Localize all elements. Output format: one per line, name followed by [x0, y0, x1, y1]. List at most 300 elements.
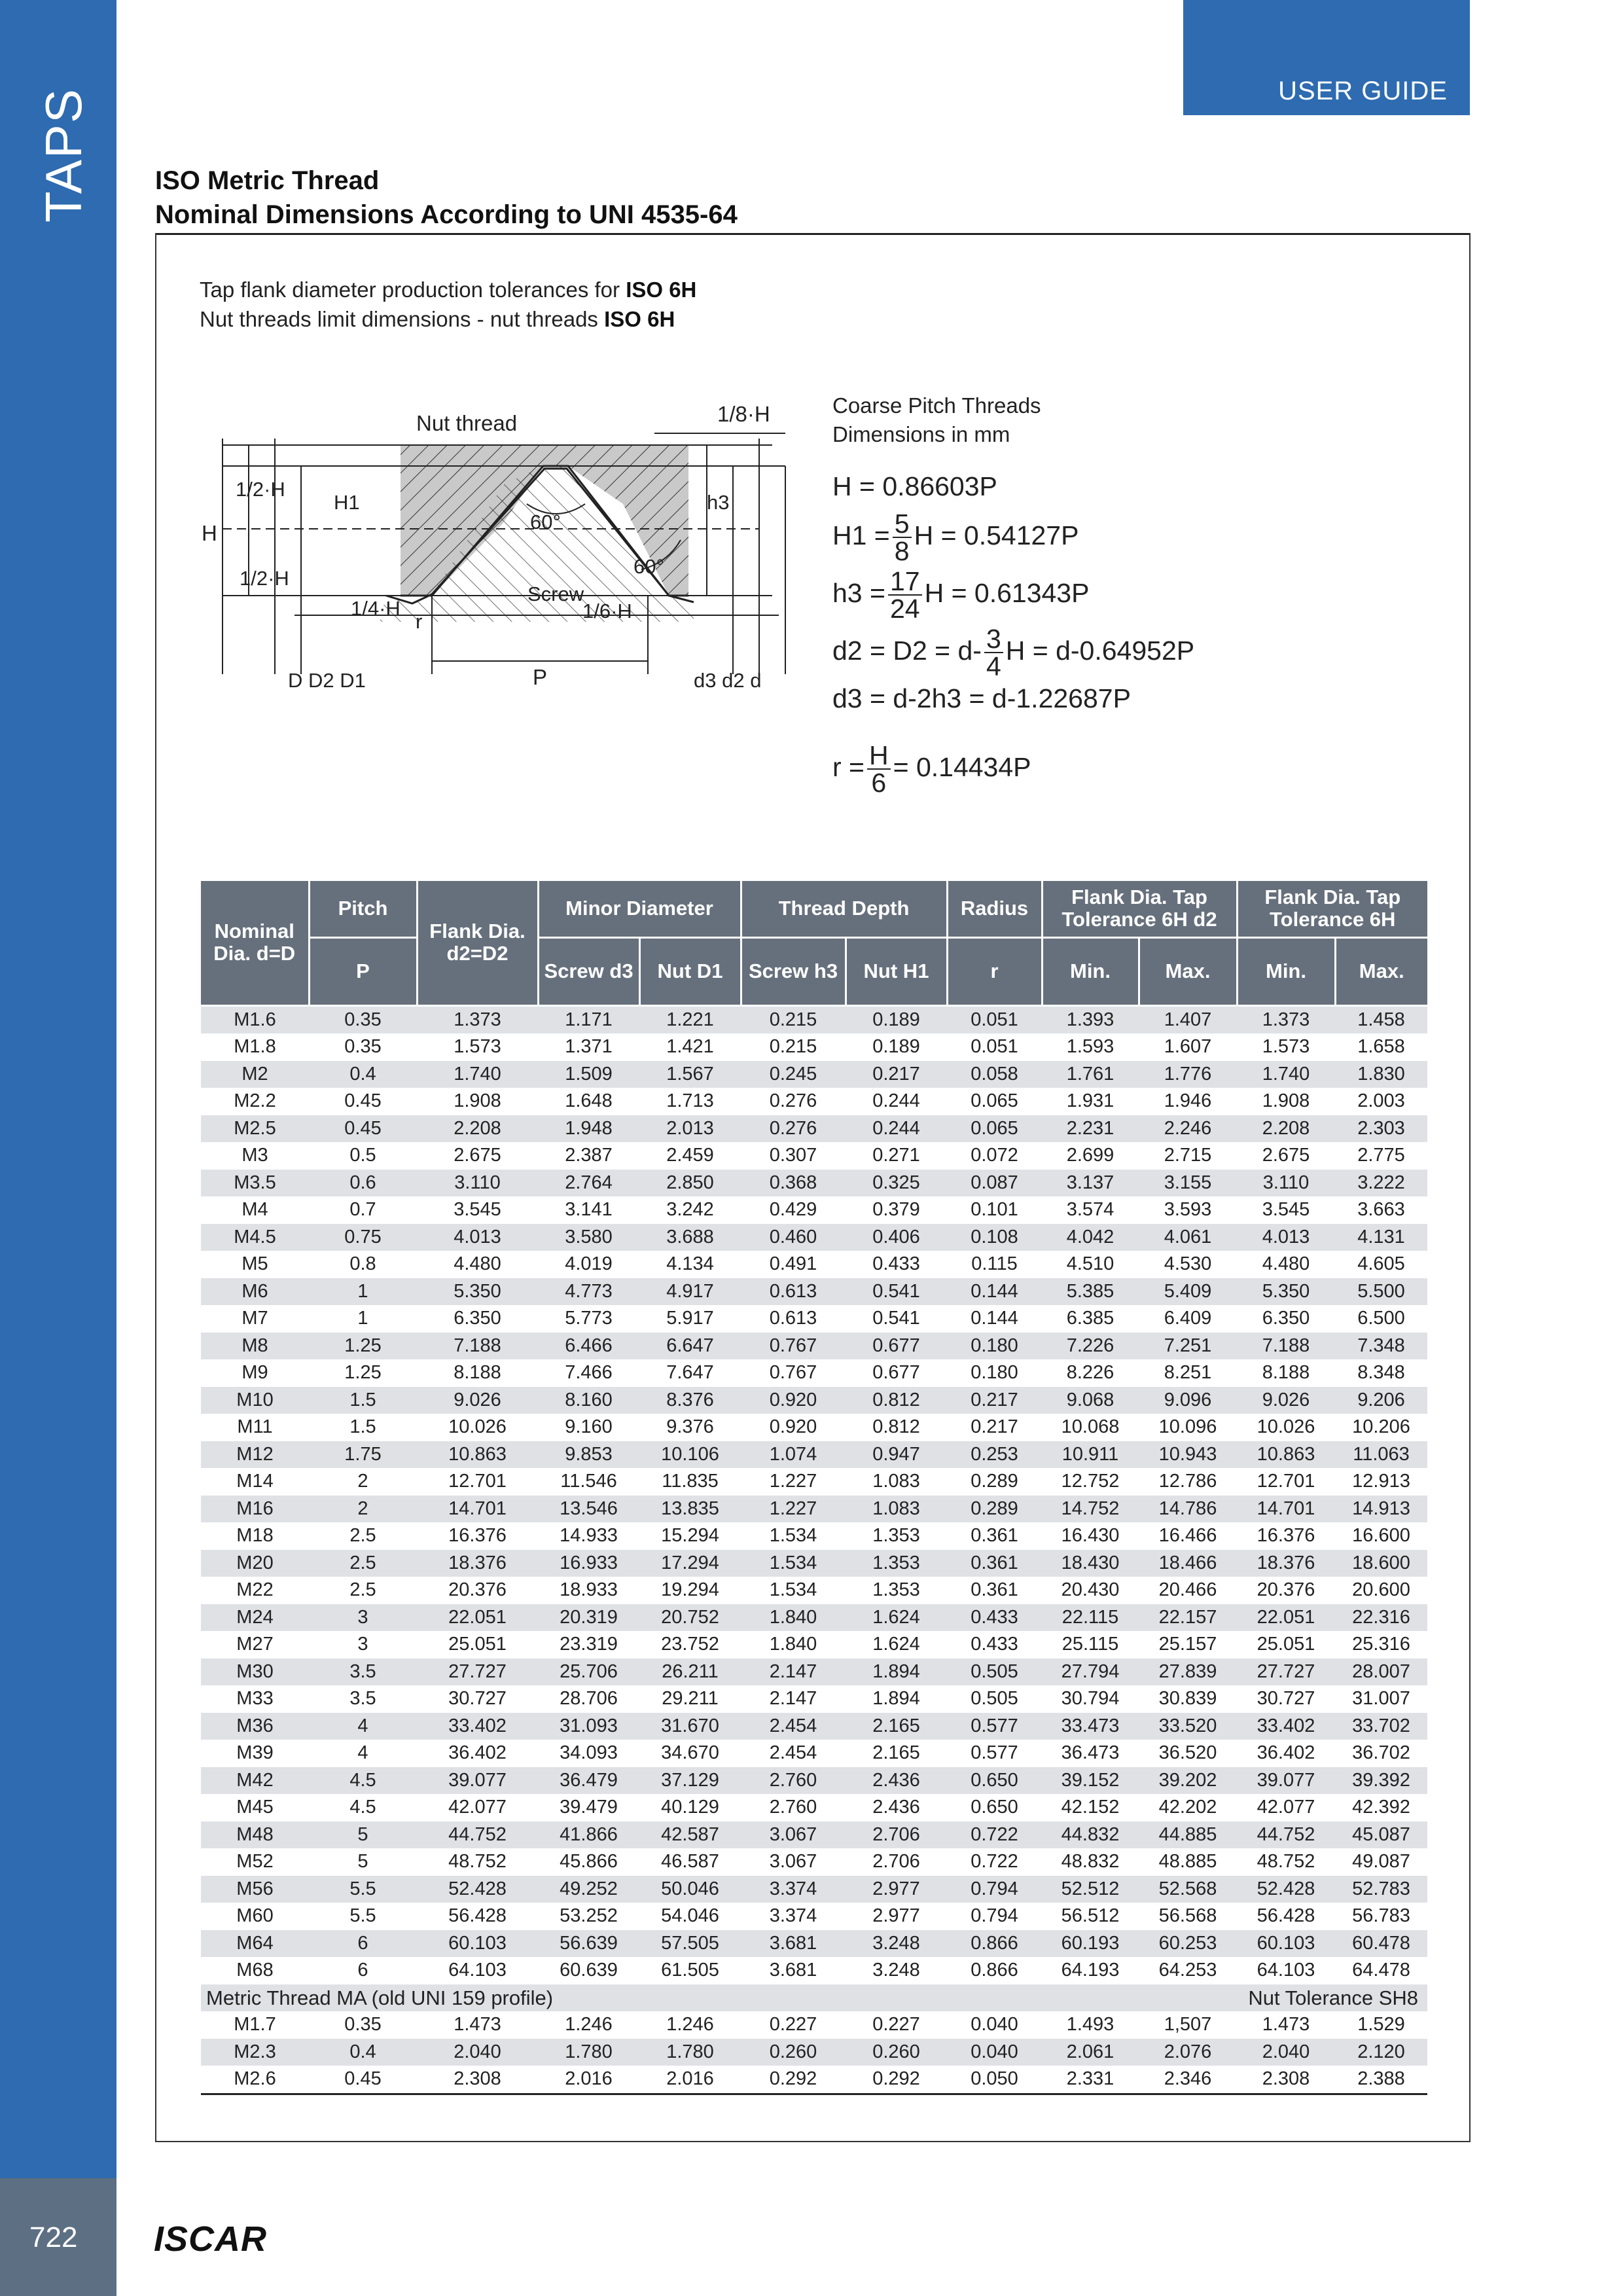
table-cell: 16.466	[1158, 1525, 1217, 1547]
nut-thread-label: Nut thread	[416, 411, 518, 435]
table-cell: 2.147	[741, 1659, 846, 1686]
table-cell: 10.206	[1352, 1416, 1410, 1438]
table-cell: 2.706	[872, 1851, 920, 1873]
table-cell: 1.373	[417, 1005, 538, 1033]
table-cell: 2.016	[666, 2068, 714, 2090]
table-cell: 6	[309, 1930, 417, 1958]
table-cell: 20.600	[1352, 1579, 1410, 1601]
table-cell: 60.253	[1139, 1930, 1237, 1958]
table-cell: 0.244	[846, 1115, 947, 1143]
table-cell: 9.206	[1335, 1387, 1427, 1414]
table-cell: 0.260	[846, 2039, 947, 2066]
table-cell: 20.376	[1257, 1579, 1315, 1601]
table-cell: 40.129	[661, 1797, 719, 1818]
table-cell: 3.663	[1357, 1199, 1405, 1221]
table-cell: 20.376	[448, 1579, 507, 1601]
table-cell: M30	[201, 1659, 309, 1686]
table-cell: 1.529	[1357, 2014, 1405, 2036]
eighth-h-label: 1/8·H	[717, 402, 770, 426]
table-row	[201, 1848, 1427, 1876]
table-cell: 4.530	[1164, 1253, 1212, 1275]
table-cell: 60.478	[1335, 1930, 1427, 1958]
table-cell: 14.701	[1237, 1496, 1335, 1523]
table-cell: 7.466	[565, 1362, 613, 1384]
table-cell: 0.051	[947, 1005, 1042, 1033]
table-cell: 3.137	[1042, 1170, 1139, 1197]
sixth-h-label: 1/6·H	[582, 600, 632, 622]
table-cell: 6.500	[1357, 1308, 1405, 1329]
table-cell: 0.7	[349, 1199, 376, 1221]
table-cell: 0.058	[947, 1061, 1042, 1088]
table-cell: 0.433	[971, 1634, 1018, 1655]
table-cell: 13.835	[639, 1496, 741, 1523]
table-cell: 3.155	[1139, 1170, 1237, 1197]
table-cell: 5.350	[417, 1278, 538, 1306]
table-cell: 64.103	[1257, 1960, 1315, 1981]
table-row	[201, 1251, 1427, 1278]
table-cell: 39.479	[560, 1797, 618, 1818]
table-cell: 52.428	[417, 1876, 538, 1903]
table-cell: 11.546	[560, 1471, 617, 1492]
table-cell: 1.534	[769, 1525, 817, 1547]
table-cell: 28.007	[1335, 1659, 1427, 1686]
table-cell: 10.026	[1257, 1416, 1315, 1438]
table-cell: 27.727	[417, 1659, 538, 1686]
table-cell: M22	[236, 1579, 274, 1601]
table-row	[201, 1005, 1427, 1033]
table-cell: M27	[236, 1634, 274, 1655]
header-depth-screw: Screw h3	[741, 937, 846, 1005]
table-cell: 1.5	[309, 1387, 417, 1414]
table-cell: 60.639	[560, 1960, 618, 1981]
table-cell: 42.152	[1061, 1797, 1120, 1818]
table-cell: 6.350	[454, 1308, 501, 1329]
table-cell: 19.294	[661, 1579, 719, 1601]
table-cell: 3.5	[349, 1688, 376, 1710]
table-cell: 25.051	[1257, 1634, 1315, 1655]
formula-r-fraction	[867, 742, 891, 796]
table-cell: M4.5	[201, 1224, 309, 1251]
table-cell: 1.761	[1042, 1061, 1139, 1088]
table-cell: 7.251	[1139, 1333, 1237, 1360]
table-cell: 1.083	[872, 1471, 920, 1492]
table-cell: 1.740	[1237, 1061, 1335, 1088]
table-cell: 0.613	[741, 1278, 846, 1306]
table-cell: M24	[201, 1604, 309, 1632]
table-cell: 25.316	[1352, 1634, 1410, 1655]
table-cell: 30.727	[1257, 1688, 1315, 1710]
table-cell: 34.670	[661, 1742, 719, 1764]
table-cell: M1.8	[234, 1036, 276, 1058]
table-cell: 1.371	[565, 1036, 613, 1058]
table-cell: 45.866	[560, 1851, 618, 1873]
table-cell: 18.466	[1139, 1550, 1237, 1577]
table-cell: 0.307	[769, 1145, 817, 1166]
table-cell: 2.850	[639, 1170, 741, 1197]
header-tap-6h-min: Min.	[1237, 937, 1335, 1005]
table-cell: 2.675	[454, 1145, 501, 1166]
table-cell: 1.509	[538, 1061, 639, 1088]
table-cell: 1.074	[741, 1441, 846, 1469]
table-cell: 39.077	[417, 1767, 538, 1795]
table-cell: 1.894	[846, 1659, 947, 1686]
table-cell: 3.248	[872, 1960, 920, 1981]
intro-text	[200, 275, 696, 334]
table-cell: 10.911	[1042, 1441, 1139, 1469]
table-cell: 30.794	[1061, 1688, 1120, 1710]
thread-dimensions-table	[201, 881, 1427, 2095]
table-cell: 8.251	[1164, 1362, 1212, 1384]
table-cell: 0.227	[769, 2014, 817, 2036]
header-minor-screw: Screw d3	[538, 937, 639, 1005]
formula-h1-right: H = 0.54127P	[914, 520, 1079, 550]
table-cell: 2.977	[872, 1905, 920, 1927]
screw-label: Screw	[527, 583, 584, 605]
table-row	[201, 1441, 1427, 1469]
table-cell: 56.639	[538, 1930, 639, 1958]
table-cell: 2.436	[846, 1767, 947, 1795]
table-cell: 0.115	[971, 1253, 1018, 1275]
table-cell: 2.165	[872, 1742, 920, 1764]
thread-profile-diagram	[196, 399, 812, 707]
table-cell: 3.545	[1262, 1199, 1310, 1221]
table-cell: 10.068	[1061, 1416, 1120, 1438]
table-cell: 48.752	[448, 1851, 507, 1873]
table-cell: 0.215	[741, 1005, 846, 1033]
table-cell: 2.303	[1335, 1115, 1427, 1143]
table-cell: 0.460	[741, 1224, 846, 1251]
table-cell: 6.409	[1164, 1308, 1212, 1329]
table-cell: 4.134	[666, 1253, 714, 1275]
table-cell: 0.794	[971, 1905, 1018, 1927]
table-cell: 0.650	[947, 1767, 1042, 1795]
table-cell: 0.45	[344, 2068, 382, 2090]
table-cell: 0.947	[846, 1441, 947, 1469]
table-cell: 1.373	[1237, 1005, 1335, 1033]
table-row	[201, 1224, 1427, 1251]
table-cell: 12.786	[1158, 1471, 1217, 1492]
table-cell: 2.147	[769, 1688, 817, 1710]
table-cell: 23.319	[560, 1634, 618, 1655]
table-cell: 0.491	[769, 1253, 817, 1275]
table-cell: 3.067	[769, 1851, 817, 1873]
formula-r-right: = 0.14434P	[893, 751, 1031, 782]
table-cell: 36.702	[1352, 1742, 1410, 1764]
table-cell: M64	[201, 1930, 309, 1958]
table-cell: 0.722	[971, 1851, 1018, 1873]
table-cell: 2.699	[1066, 1145, 1115, 1166]
table-cell: 9.026	[417, 1387, 538, 1414]
table-cell: 3.374	[769, 1905, 817, 1927]
table-cell: 0.101	[971, 1199, 1018, 1221]
table-cell: M10	[201, 1387, 309, 1414]
table-row	[201, 1142, 1427, 1170]
table-cell: 1	[309, 1278, 417, 1306]
table-cell: 1.353	[872, 1525, 920, 1547]
header-flank: Flank Dia. d2=D2	[417, 881, 538, 1005]
table-cell: 2.760	[741, 1767, 846, 1795]
table-cell: 30.839	[1158, 1688, 1217, 1710]
table-cell: 0.292	[872, 2068, 920, 2090]
sidebar	[0, 0, 116, 2296]
table-cell: 1.573	[454, 1036, 501, 1058]
formula-h1-left: H1 =	[832, 520, 890, 550]
table-cell: 18.430	[1042, 1550, 1139, 1577]
table-cell: 0.613	[769, 1308, 817, 1329]
table-cell: 7.226	[1042, 1333, 1139, 1360]
table-cell: 6.466	[538, 1333, 639, 1360]
table-cell: 0.040	[971, 2014, 1018, 2036]
table-cell: 3.681	[769, 1960, 817, 1981]
table-cell: 56.783	[1352, 1905, 1410, 1927]
table-cell: 25.051	[448, 1634, 507, 1655]
table-cell: 20.752	[639, 1604, 741, 1632]
table-cell: 22.051	[1237, 1604, 1335, 1632]
table-cell: M14	[236, 1471, 274, 1492]
table-cell: 1.593	[1066, 1036, 1115, 1058]
table-cell: 3.141	[565, 1199, 613, 1221]
table-cell: 9.376	[666, 1416, 714, 1438]
table-cell: 8.188	[454, 1362, 501, 1384]
table-cell: 0.677	[846, 1333, 947, 1360]
table-cell: 2.675	[1262, 1145, 1310, 1166]
table-cell: 2.5	[349, 1579, 376, 1601]
header-tap-d2: Flank Dia. Tap Tolerance 6H d2	[1042, 881, 1237, 937]
table-cell: 64.478	[1352, 1960, 1410, 1981]
table-cell: 0.180	[971, 1362, 1018, 1384]
table-cell: 8.226	[1066, 1362, 1115, 1384]
table-cell: 3.688	[639, 1224, 741, 1251]
table-cell: 4.510	[1066, 1253, 1115, 1275]
table-cell: 29.211	[662, 1688, 719, 1710]
table-cell: 48.832	[1061, 1851, 1120, 1873]
table-cell: 0.253	[947, 1441, 1042, 1469]
table-cell: 5.5	[349, 1905, 376, 1927]
table-cell: 4.480	[454, 1253, 501, 1275]
angle-bottom-label: 60°	[633, 555, 664, 578]
table-cell: 10.863	[1237, 1441, 1335, 1469]
table-cell: 37.129	[639, 1767, 741, 1795]
section-label-ma: Metric Thread MA (old UNI 159 profile)	[201, 1984, 1042, 2012]
table-cell: 10.863	[417, 1441, 538, 1469]
table-row	[201, 1577, 1427, 1604]
table-cell: 0.767	[741, 1333, 846, 1360]
table-cell: M1.6	[201, 1005, 309, 1033]
table-cell: 5.500	[1335, 1278, 1427, 1306]
table-cell: 52.428	[1237, 1876, 1335, 1903]
table-cell: 2.388	[1357, 2068, 1405, 2090]
table-cell: 0.361	[971, 1525, 1018, 1547]
table-cell: 0.217	[846, 1061, 947, 1088]
table-cell: 0.433	[872, 1253, 920, 1275]
table-row	[201, 1631, 1427, 1659]
table-cell: 1.740	[417, 1061, 538, 1088]
table-cell: 0.217	[947, 1387, 1042, 1414]
table-row	[201, 2011, 1427, 2039]
table-cell: 8.348	[1357, 1362, 1405, 1384]
table-cell: 2.775	[1357, 1145, 1405, 1166]
table-cell: 0.325	[846, 1170, 947, 1197]
table-cell: 0.065	[947, 1115, 1042, 1143]
table-cell: 48.752	[1257, 1851, 1315, 1873]
table-cell: 2.5	[309, 1550, 417, 1577]
intro-line-2	[200, 304, 696, 334]
table-cell: 8.160	[538, 1387, 639, 1414]
table-cell: 44.832	[1042, 1821, 1139, 1849]
table-cell: 30.727	[448, 1688, 507, 1710]
table-cell: 28.706	[560, 1688, 618, 1710]
table-cell: 0.505	[971, 1688, 1018, 1710]
table-body	[201, 1005, 1427, 2094]
table-cell: 18.600	[1335, 1550, 1427, 1577]
table-row	[201, 1659, 1427, 1686]
table-cell: 14.701	[417, 1496, 538, 1523]
d-right-label: d3 d2 d	[694, 669, 762, 692]
d-left-label: D D2 D1	[288, 669, 366, 692]
table-cell: 1.894	[872, 1688, 920, 1710]
formula-h1	[832, 511, 1194, 568]
title-line-1: ISO Metric Thread	[155, 166, 380, 195]
table-cell: 42.202	[1158, 1797, 1217, 1818]
table-cell: 23.752	[661, 1634, 719, 1655]
table-row	[201, 1903, 1427, 1930]
table-cell: 3.242	[666, 1199, 714, 1221]
table-cell: 22.157	[1139, 1604, 1237, 1632]
table-cell: 3.374	[741, 1876, 846, 1903]
header-tap-d2-min: Min.	[1042, 937, 1139, 1005]
table-cell: 0.050	[971, 2068, 1018, 2090]
header-tap-6h: Flank Dia. Tap Tolerance 6H	[1237, 881, 1427, 937]
table-cell: 0.505	[947, 1659, 1042, 1686]
table-cell: 1.567	[639, 1061, 741, 1088]
table-cell: 6.385	[1066, 1308, 1115, 1329]
angle-top-label: 60°	[530, 511, 561, 533]
formula-h3-num: 17	[888, 568, 922, 596]
table-cell: 45.087	[1335, 1821, 1427, 1849]
table-cell: 8.188	[1262, 1362, 1310, 1384]
intro-line-1-text: Tap flank diameter production tolerances for	[200, 278, 626, 302]
table-cell: 7.348	[1335, 1333, 1427, 1360]
table-cell: 56.428	[448, 1905, 507, 1927]
table-cell: M33	[236, 1688, 274, 1710]
table-cell: 22.115	[1042, 1604, 1139, 1632]
table-cell: 20.466	[1158, 1579, 1217, 1601]
table-cell: 1.648	[565, 1090, 613, 1112]
table-cell: 0.35	[344, 1036, 382, 1058]
table-cell: 1.493	[1066, 2014, 1115, 2036]
table-cell: 36.520	[1158, 1742, 1217, 1764]
table-cell: 15.294	[661, 1525, 719, 1547]
table-cell: 4.773	[538, 1278, 639, 1306]
table-cell: M2.6	[234, 2068, 276, 2090]
table-cell: 1.830	[1335, 1061, 1427, 1088]
table-cell: 53.252	[560, 1905, 618, 1927]
table-cell: 4.480	[1262, 1253, 1310, 1275]
table-cell: 0.271	[872, 1145, 920, 1166]
table-cell: 2.5	[349, 1525, 376, 1547]
table-cell: 0.289	[947, 1496, 1042, 1523]
table-cell: 0.541	[872, 1308, 920, 1329]
table-cell: 0.180	[947, 1333, 1042, 1360]
table-cell: 1.353	[872, 1579, 920, 1601]
table-cell: 0.245	[741, 1061, 846, 1088]
table-cell: 36.479	[538, 1767, 639, 1795]
table-cell: 0.144	[947, 1278, 1042, 1306]
intro-line-2-bold: ISO 6H	[604, 307, 675, 331]
table-cell: 2	[357, 1471, 368, 1492]
table-cell: 4	[357, 1742, 368, 1764]
table-cell: 16.430	[1061, 1525, 1120, 1547]
table-cell: 46.587	[661, 1851, 719, 1873]
section-label: TAPS	[35, 88, 92, 223]
table-cell: 10.096	[1158, 1416, 1217, 1438]
table-cell: M36	[201, 1713, 309, 1740]
table-cell: 1.908	[1262, 1090, 1310, 1112]
table-cell: M5	[241, 1253, 268, 1275]
header-pitch-sub: P	[309, 937, 417, 1005]
table-cell: 34.093	[560, 1742, 618, 1764]
table-row	[201, 1713, 1427, 1740]
formula-h3-right: H = 0.61343P	[924, 577, 1090, 608]
table-cell: 0.35	[344, 2014, 382, 2036]
formula-d3-text: d3 = d-2h3 = d-1.22687P	[832, 683, 1131, 713]
table-cell: 1.534	[769, 1579, 817, 1601]
table-cell: 0.189	[846, 1005, 947, 1033]
table-cell: 20.430	[1061, 1579, 1120, 1601]
header-depth: Thread Depth	[741, 881, 947, 937]
table-cell: 1.421	[666, 1036, 714, 1058]
table-cell: M3.5	[201, 1170, 309, 1197]
table-cell: 4.061	[1139, 1224, 1237, 1251]
table-cell: 0.379	[872, 1199, 920, 1221]
p-label: P	[533, 665, 548, 689]
formula-h3-den: 24	[889, 594, 920, 624]
formula-h3-fraction	[888, 568, 922, 622]
table-cell: 2.454	[741, 1713, 846, 1740]
formula-d2-den: 4	[986, 651, 1001, 681]
formula-heading	[832, 391, 1194, 449]
table-cell: 0.276	[741, 1115, 846, 1143]
table-cell: 39.392	[1335, 1767, 1427, 1795]
table-cell: 36.402	[448, 1742, 507, 1764]
user-guide-tab	[1183, 0, 1470, 115]
formula-h1-den: 8	[894, 536, 910, 566]
table-cell: 6	[357, 1960, 368, 1981]
table-cell: 1.948	[538, 1115, 639, 1143]
table-cell: 10.943	[1139, 1441, 1237, 1469]
intro-line-1	[200, 275, 696, 304]
formula-heading-2: Dimensions in mm	[832, 422, 1010, 446]
table-cell: 1.227	[769, 1471, 817, 1492]
table-cell: 36.402	[1257, 1742, 1315, 1764]
table-row	[201, 1496, 1427, 1523]
table-cell: 12.701	[448, 1471, 507, 1492]
table-cell: 3	[357, 1634, 368, 1655]
table-cell: 3	[309, 1604, 417, 1632]
table-cell: 3.545	[454, 1199, 501, 1221]
table-cell: 64.193	[1061, 1960, 1120, 1981]
table-cell: 11.063	[1335, 1441, 1427, 1469]
table-header	[201, 881, 1427, 1005]
table-row	[201, 1115, 1427, 1143]
table-cell: 41.866	[538, 1821, 639, 1849]
table-cell: 57.505	[639, 1930, 741, 1958]
table-cell: 31.093	[538, 1713, 639, 1740]
table-cell: 0.108	[947, 1224, 1042, 1251]
table-cell: 49.252	[538, 1876, 639, 1903]
table-cell: 2.715	[1164, 1145, 1212, 1166]
table-cell: M6	[201, 1278, 309, 1306]
